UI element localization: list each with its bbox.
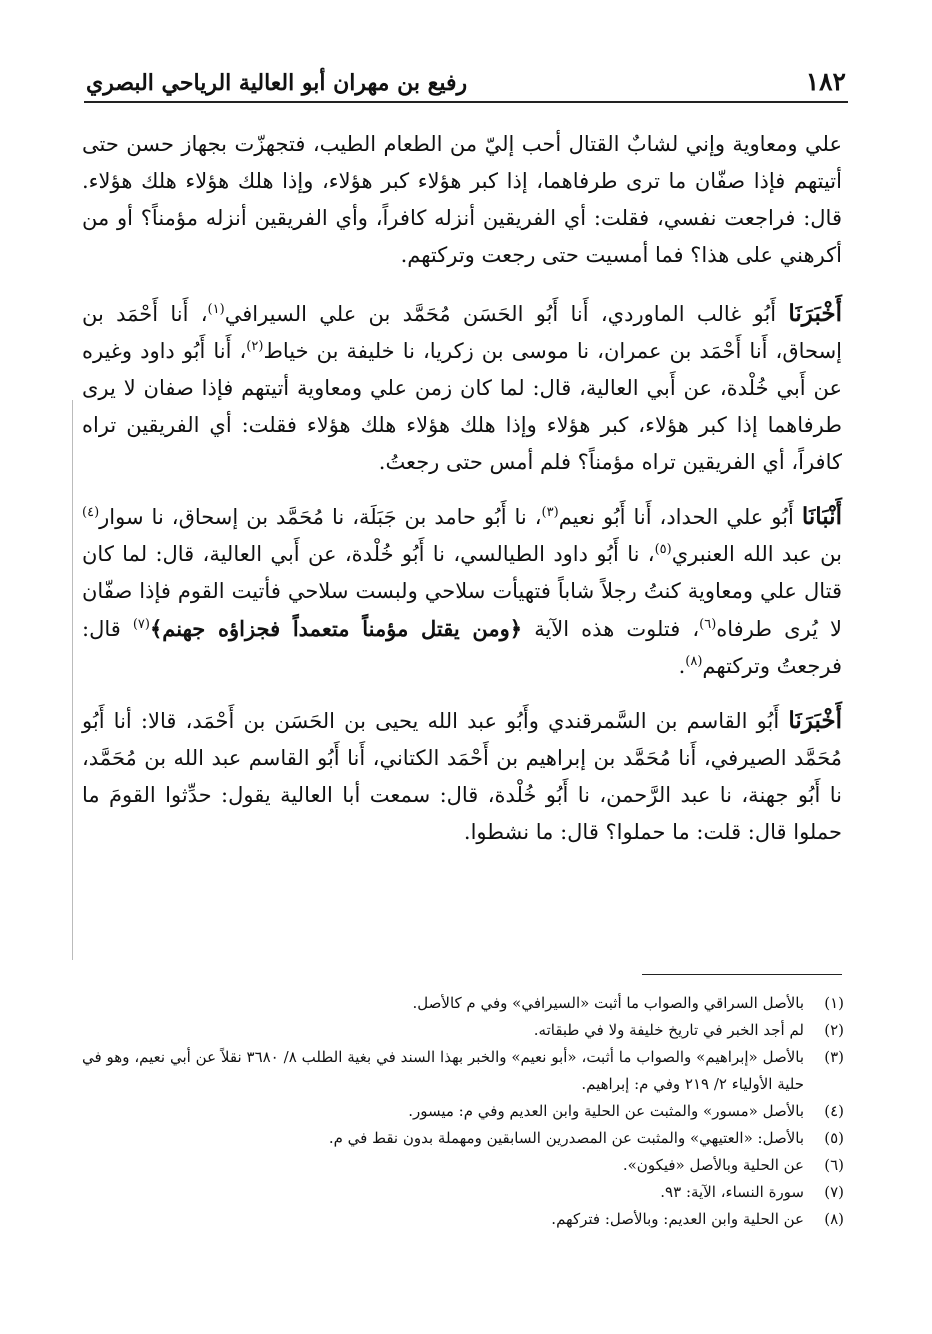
paragraph-text: . [678, 654, 686, 678]
footnote [82, 1098, 844, 1125]
footnote-ref-3[interactable]: (٣) [541, 505, 559, 520]
paragraph-text: ، نا أَبُو داود الطيالسي، نا أَبُو خُلْدة، عن أَبي العالية، قال: لما كان قتال علي ومعاوية كنتُ رجلاً شاباً فتهيأت سلاحي ولبست سلاحي فأتيت القوم فإذا صفّان لا يُرى طرفاه [82, 542, 842, 641]
footnote-ref-7[interactable]: (٧) [132, 617, 150, 632]
paragraph-text: ، أَنا أَبُو داود وغيره عن أَبي خُلْدة، عن أَبي العالية، قال: لما كان زمن علي ومعاوية أتيتهم فإذا صفان لا يرى طرفاهما إذا كبر هؤلاء، كبر هؤلاء وإذا هلك هؤلاء هلك هؤلاء فقلت: أي الفريقين تراه كافراً، أي الفريقين تراه مؤمناً؟ فلم أمس حتى رجعتُ. [82, 339, 842, 474]
paragraph-2 [82, 295, 842, 481]
footnote-separator [642, 974, 842, 975]
paragraph-text: قال: فرجعتُ وتركتهم [82, 617, 842, 678]
footnote-ref-8[interactable]: (٨) [685, 654, 703, 669]
footnote-number: (٥) [824, 1129, 844, 1147]
footnote-number: (١) [824, 994, 844, 1012]
isnad-keyword: أَنْبَانَا [801, 503, 842, 530]
footnote [82, 1125, 844, 1152]
footnote-number: (٧) [824, 1183, 844, 1201]
footnote-number: (٣) [824, 1048, 844, 1066]
footnote [82, 1179, 844, 1206]
paragraph-text: ، أَنا أَحْمَد بن إسحاق، أَنا أَحْمَد بن عمران، نا موسى بن زكريا، نا خليفة بن خياط [82, 302, 842, 363]
paragraph-text: أَبُو القاسم بن السَّمرقندي وأَبُو عبد الله يحيى بن الحَسَن بن أَحْمَد، قالا: أنا أَبُو مُحَمَّد الصيرفي، أَنا مُحَمَّد بن إبراهيم بن أَحْمَد الكتاني، أَنا أَبُو القاسم عبد الله بن مُحَمَّد، نا أَبُو جهنة، نا عبد الرَّحمن، نا أَبُو خُلْدة، قال: سمعت أبا العالية يقول: حدِّثوا القومَ ما حملوا قال: قلت: ما حملوا؟ قال: ما نشطوا. [82, 709, 842, 844]
footnote-ref-4[interactable]: (٤) [82, 505, 100, 520]
footnote-number: (٤) [824, 1102, 844, 1120]
footnote-text: سورة النساء، الآية: ٩٣. [660, 1183, 804, 1201]
paragraph-text: ، نا أَبُو حامد بن جَبَلَة، نا مُحَمَّد بن إسحاق، نا سوار [99, 505, 542, 529]
footnote [82, 1044, 844, 1098]
footnote-ref-2[interactable]: (٢) [246, 339, 264, 354]
footnote [82, 990, 844, 1017]
main-text [82, 126, 842, 868]
paragraph-text: أَبُو علي الحداد، أَنا أَبُو نعيم [558, 505, 802, 529]
page-number: ١٨٢ [805, 67, 846, 96]
running-title: رفيع بن مهران أبو العالية الرياحي البصري [86, 70, 468, 96]
paragraph-3 [82, 498, 842, 685]
footnote [82, 1152, 844, 1179]
paragraph-text: أَبُو غالب الماوردي، أَنا أَبُو الحَسَن مُحَمَّد بن علي السيرافي [224, 302, 789, 326]
footnote-text: لم أجد الخبر في تاريخ خليفة ولا في طبقاته. [533, 1021, 804, 1039]
footnote-number: (٦) [824, 1156, 844, 1174]
page-header [86, 58, 846, 96]
footnote-ref-6[interactable]: (٦) [699, 617, 717, 632]
margin-line [72, 400, 73, 960]
isnad-keyword: أَخْبَرَنَا [788, 707, 842, 734]
footnote [82, 1206, 844, 1233]
header-rule [84, 101, 848, 103]
footnote-text: عن الحلية وبالأصل «فيكون». [622, 1156, 804, 1174]
footnote-text: بالأصل «مسور» والمثبت عن الحلية وابن العديم وفي م: ميسور. [408, 1102, 804, 1120]
footnote-number: (٢) [824, 1021, 844, 1039]
quran-verse: ﴿ومن يقتل مؤمناً متعمداً فجزاؤه جهنم﴾ [149, 616, 523, 641]
paragraph-1: علي ومعاوية وإني لشابٌ القتال أحب إليّ من الطعام الطيب، فتجهزّت بجهاز حسن حتى أتيتهم فإذا صفّان ما ترى طرفاهما، إذا كبر هؤلاء كبر هؤلاء، وإذا هلك هؤلاء هلك هؤلاء. قال: فراجعت نفسي، فقلت: أي الفريقين أنزله كافراً، وأي الفريقين أنزله مؤمناً؟ أو من أكرهني على هذا؟ فما أمسيت حتى رجعت وتركتهم. [82, 132, 842, 267]
paragraph-4 [82, 702, 842, 851]
footnote [82, 1017, 844, 1044]
paragraph-text: بن عبد الله العنبري [671, 542, 842, 566]
footnote-text: عن الحلية وابن العديم: وبالأصل: فتركهم. [551, 1210, 804, 1228]
footnote-text: بالأصل: «العتيهي» والمثبت عن المصدرين السابقين ومهملة بدون نقط في م. [328, 1129, 804, 1147]
footnote-ref-1[interactable]: (١) [207, 302, 225, 317]
paragraph-text: ، فتلوت هذه الآية [522, 617, 700, 641]
footnote-text: بالأصل السراقي والصواب ما أثبت «السيرافي» وفي م كالأصل. [412, 994, 804, 1012]
footnote-number: (٨) [824, 1210, 844, 1228]
footnote-text: بالأصل «إبراهيم» والصواب ما أثبت، «أبو نعيم» والخبر بهذا السند في بغية الطلب ٨/ ٣٦٨٠ نقلاً عن أبي نعيم، وهو في حلية الأولياء ٢/ ٢١٩ وفي م: إبراهيم. [82, 1048, 805, 1093]
footnote-ref-5[interactable]: (٥) [654, 542, 672, 557]
footnotes [82, 990, 844, 1233]
isnad-keyword: أَخْبَرَنَا [788, 300, 842, 327]
